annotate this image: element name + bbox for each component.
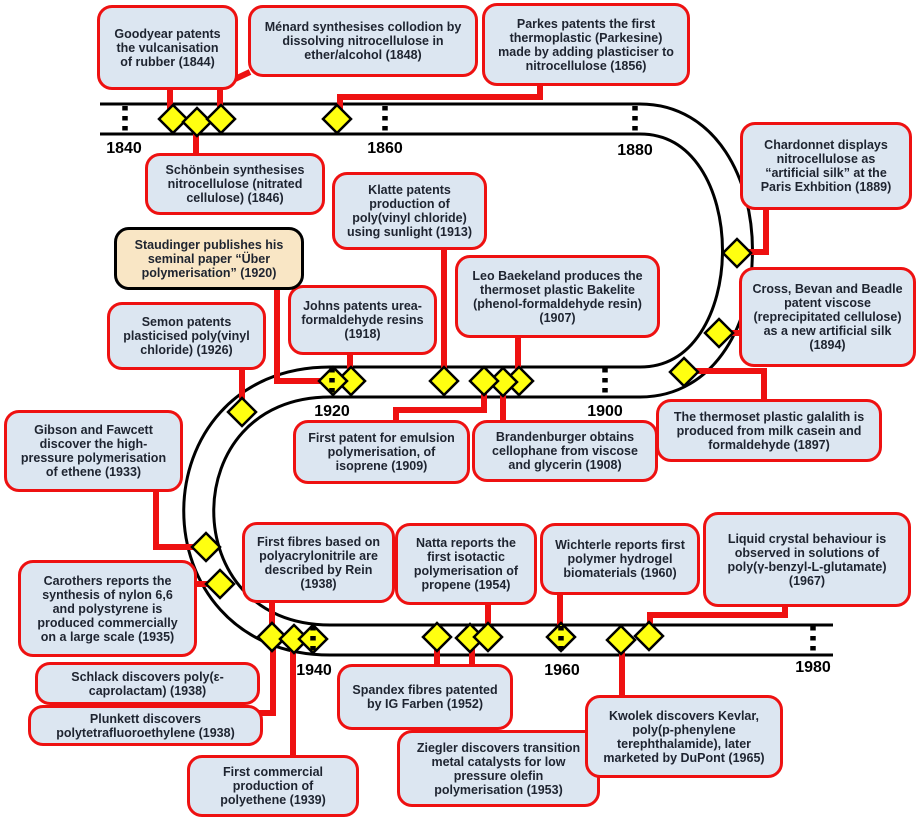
event-parkes-1856: Parkes patents the first thermoplastic (Parkesine) made by adding plasticiser to nitrocellulose (1856) xyxy=(482,3,690,86)
year-label-1960: 1960 xyxy=(544,662,580,679)
event-emulsion-1909: First patent for emulsion polymerisation, of isoprene (1909) xyxy=(293,420,470,484)
event-plunkett-1938: Plunkett discovers polytetrafluoroethylene (1938) xyxy=(28,705,263,746)
event-crossbevan-1894: Cross, Bevan and Beadle patent viscose (reprecipitated cellulose) as a new artificial silk (1894) xyxy=(739,267,916,367)
event-staudinger-1920: Staudinger publishes his seminal paper “Über polymerisation” (1920) xyxy=(114,227,304,290)
event-schonbein-1846: Schönbein synthesises nitrocellulose (nitrated cellulose) (1846) xyxy=(145,153,325,215)
event-baekeland-1907: Leo Baekeland produces the thermoset plastic Bakelite (phenol-formaldehyde resin) (1907) xyxy=(455,255,660,338)
event-rein-1938: First fibres based on polyacrylonitrile are described by Rein (1938) xyxy=(242,522,395,603)
event-gibson-1933: Gibson and Fawcett discover the high-pressure polymerisation of ethene (1933) xyxy=(4,410,183,492)
year-label-1900: 1900 xyxy=(587,403,623,420)
event-liquidcrystal-1967: Liquid crystal behaviour is observed in solutions of poly(γ-benzyl-L-glutamate) (1967) xyxy=(703,512,911,607)
year-label-1920: 1920 xyxy=(314,403,350,420)
year-label-1860: 1860 xyxy=(367,140,403,157)
event-polyethene-1939: First commercial production of polyethene (1939) xyxy=(187,755,359,817)
event-wichterle-1960: Wichterle reports first polymer hydrogel biomaterials (1960) xyxy=(540,523,700,595)
year-label-1940: 1940 xyxy=(296,662,332,679)
event-goodyear-1844: Goodyear patents the vulcanisation of rubber (1844) xyxy=(97,5,238,90)
event-schlack-1938: Schlack discovers poly(ε-caprolactam) (1938) xyxy=(35,662,260,705)
year-label-1880: 1880 xyxy=(617,142,653,159)
event-chardonnet-1889: Chardonnet displays nitrocellulose as “artificial silk” at the Paris Exhbition (1889) xyxy=(740,122,912,210)
event-menard-1848: Ménard synthesises collodion by dissolving nitrocellulose in ether/alcohol (1848) xyxy=(248,5,478,77)
year-label-1840: 1840 xyxy=(106,140,142,157)
event-natta-1954: Natta reports the first isotactic polymerisation of propene (1954) xyxy=(395,523,537,605)
event-ziegler-1953: Ziegler discovers transition metal catalysts for low pressure olefin polymerisation (1953) xyxy=(397,730,600,807)
event-brandenburger-1908: Brandenburger obtains cellophane from viscose and glycerin (1908) xyxy=(472,420,658,482)
year-label-1980: 1980 xyxy=(795,659,831,676)
event-klatte-1913: Klatte patents production of poly(vinyl chloride) using sunlight (1913) xyxy=(332,172,487,250)
event-spandex-1952: Spandex fibres patented by IG Farben (1952) xyxy=(337,664,513,730)
event-carothers-1935: Carothers reports the synthesis of nylon 6,6 and polystyrene is produced commercially on a large scale (1935) xyxy=(18,560,197,657)
event-johns-1918: Johns patents urea-formaldehyde resins (1918) xyxy=(288,285,437,355)
event-semon-1926: Semon patents plasticised poly(vinyl chloride) (1926) xyxy=(107,302,266,370)
event-galalith-1897: The thermoset plastic galalith is produced from milk casein and formaldehyde (1897) xyxy=(656,399,882,462)
event-kwolek-1965: Kwolek discovers Kevlar, poly(p-phenylene terephthalamide), later marketed by DuPont (1965) xyxy=(585,695,783,778)
